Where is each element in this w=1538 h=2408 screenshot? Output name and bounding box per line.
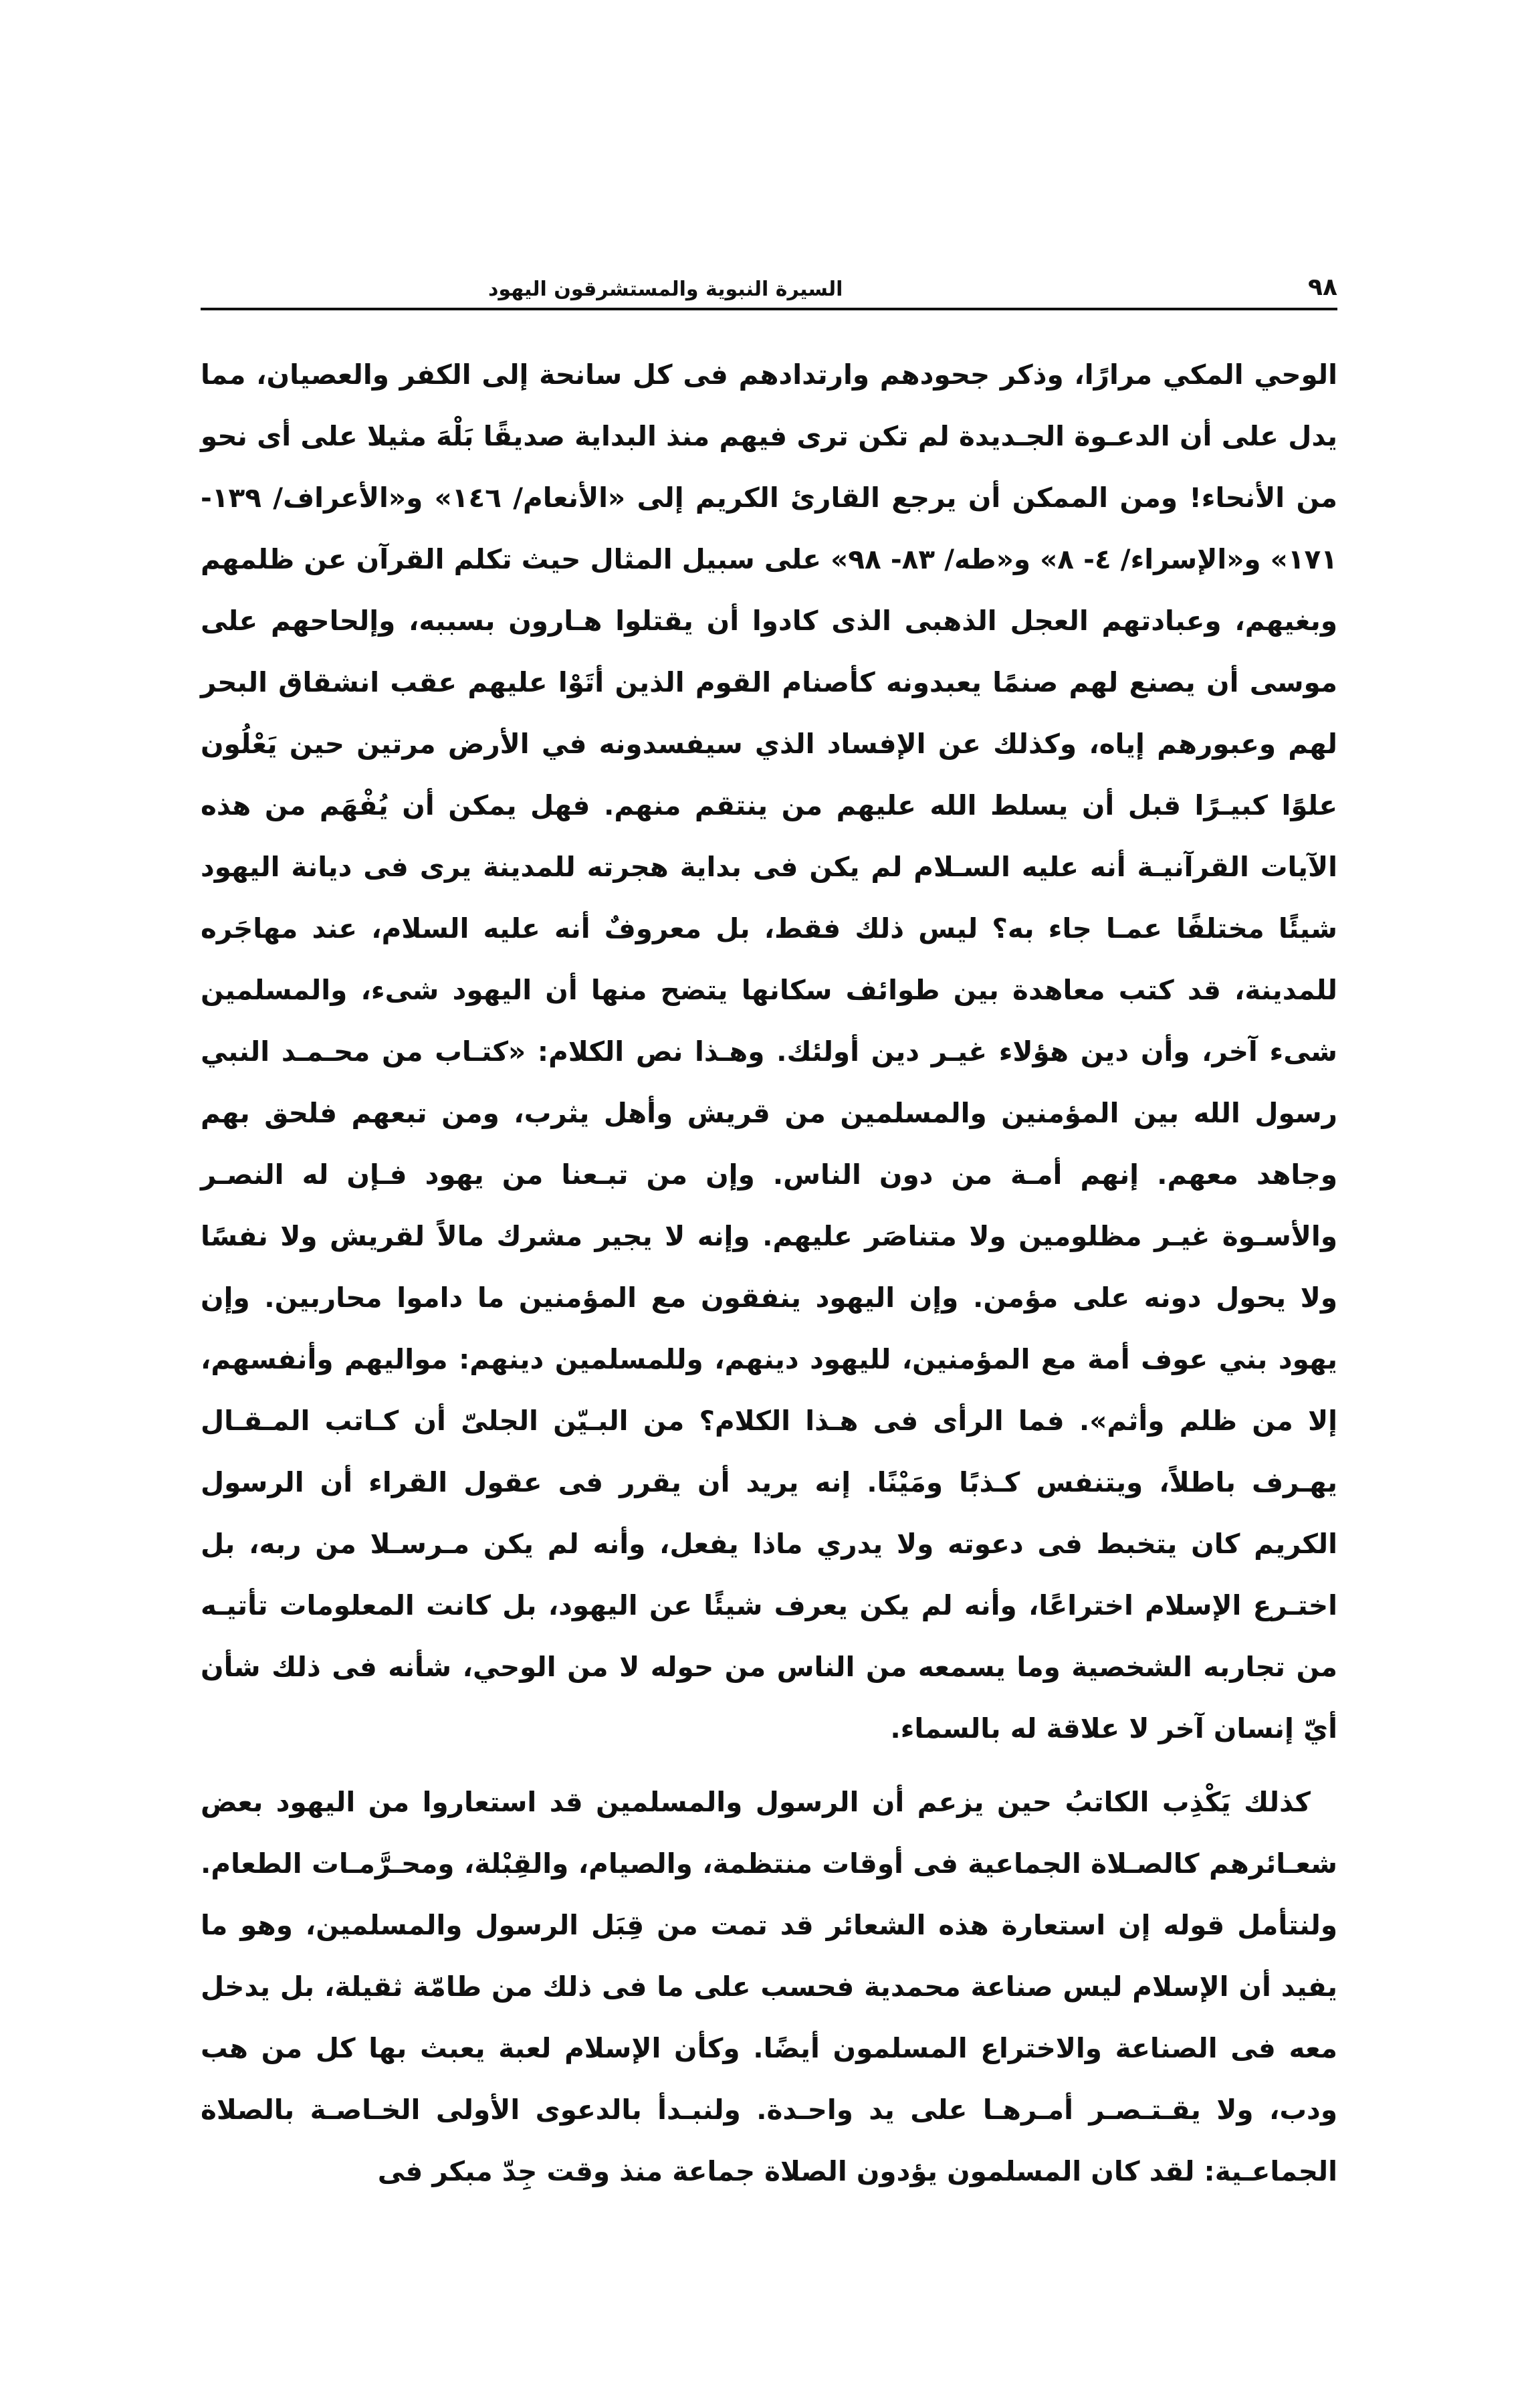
- running-header: [201, 254, 1337, 310]
- paragraph-2: كذلك يَكْذِب الكاتبُ حين يزعم أن الرسول والمسلمين قد استعاروا من اليهود بعض شعـائرهم كالصـلاة الجماعية فى أوقات منتظمة، والصيام، والقِبْلة، ومحـرَّمـات الطعام. ولنتأمل قوله إن استعارة هذه الشعائر قد تمت من قِبَل الرسول والمسلمين، وهو ما يفيد أن الإسلام ليس صناعة محمدية فحسب على ما فى ذلك من طامّة ثقيلة، بل يدخل معه فى الصناعة والاختراع المسلمون أيضًا. وكأن الإسلام لعبة يعبث بها كل من هب ودب، ولا يقـتـصـر أمـرهـا على يد واحـدة. ولنبـدأ بالدعوى الأولى الخـاصـة بالصلاة الجماعـية: لقد كان المسلمون يؤدون الصلاة جماعة منذ وقت جِدّ مبكر فى: [201, 1786, 1337, 2187]
- running-title: السيرة النبوية والمستشرقون اليهود: [488, 278, 843, 301]
- page-number: ٩٨: [1308, 274, 1337, 301]
- body-text: [201, 344, 1337, 2202]
- paragraph-1: الوحي المكي مرارًا، وذكر جحودهم وارتدادهم فى كل سانحة إلى الكفر والعصيان، مما يدل على أن الدعـوة الجـديدة لم تكن ترى فيهم منذ البداية صديقًا بَلْهَ مثيلا على أى نحو من الأنحاء! ومن الممكن أن يرجع القارئ الكريم إلى «الأنعام/ ١٤٦» و«الأعراف/ ١٣٩- ١٧١» و«الإسراء/ ٤- ٨» و«طه/ ٨٣- ٩٨» على سبيل المثال حيث تكلم القرآن عن ظلمهم وبغيهم، وعبادتهم العجل الذهبى الذى كادوا أن يقتلوا هـارون بسببه، وإلحاحهم على موسى أن يصنع لهم صنمًا يعبدونه كأصنام القوم الذين أتَوْا عليهم عقب انشقاق البحر لهم وعبورهم إياه، وكذلك عن الإفساد الذي سيفسدونه في الأرض مرتين حين يَعْلُون علوًا كبيـرًا قبل أن يسلط الله عليهم من ينتقم منهم. فهل يمكن أن يُفْهَم من هذه الآيات القرآنيـة أنه عليه السـلام لم يكن فى بداية هجرته للمدينة يرى فى ديانة اليهود شيئًا مختلفًا عمـا جاء به؟ ليس ذلك فقط، بل معروفٌ أنه عليه السلام، عند مهاجَره للمدينة، قد كتب معاهدة بين طوائف سكانها يتضح منها أن اليهود شىء، والمسلمين شىء آخر، وأن دين هؤلاء غيـر دين أولئك. وهـذا نص الكلام: «كتـاب من محـمـد النبي رسول الله بين المؤمنين والمسلمين من قريش وأهل يثرب، ومن تبعهم فلحق بهم وجاهد معهم. إنهم أمـة من دون الناس. وإن من تبـعنا من يهود فـإن له النصـر والأسـوة غيـر مظلومين ولا متناصَر عليهم. وإنه لا يجير مشرك مالاً لقريش ولا نفسًا ولا يحول دونه على مؤمن. وإن اليهود ينفقون مع المؤمنين ما داموا محاربين. وإن يهود بني عوف أمة مع المؤمنين، لليهود دينهم، وللمسلمين دينهم: مواليهم وأنفسهم، إلا من ظلم وأثم». فما الرأى فى هـذا الكلام؟ من البـيّن الجلىّ أن كـاتب المـقـال يهـرف باطلاً، ويتنفس كـذبًا ومَيْنًا. إنه يريد أن يقرر فى عقول القراء أن الرسول الكريم كان يتخبط فى دعوته ولا يدري ماذا يفعل، وأنه لم يكن مـرسـلا من ربه، بل اختـرع الإسلام اختراعًا، وأنه لم يكن يعرف شيئًا عن اليهود، بل كانت المعلومات تأتيـه من تجاربه الشخصية وما يسمعه من الناس من حوله لا من الوحي، شأنه فى ذلك شأن أيّ إنسان آخر لا علاقة له بالسماء.: [201, 359, 1338, 1744]
- book-page: [201, 254, 1337, 2261]
